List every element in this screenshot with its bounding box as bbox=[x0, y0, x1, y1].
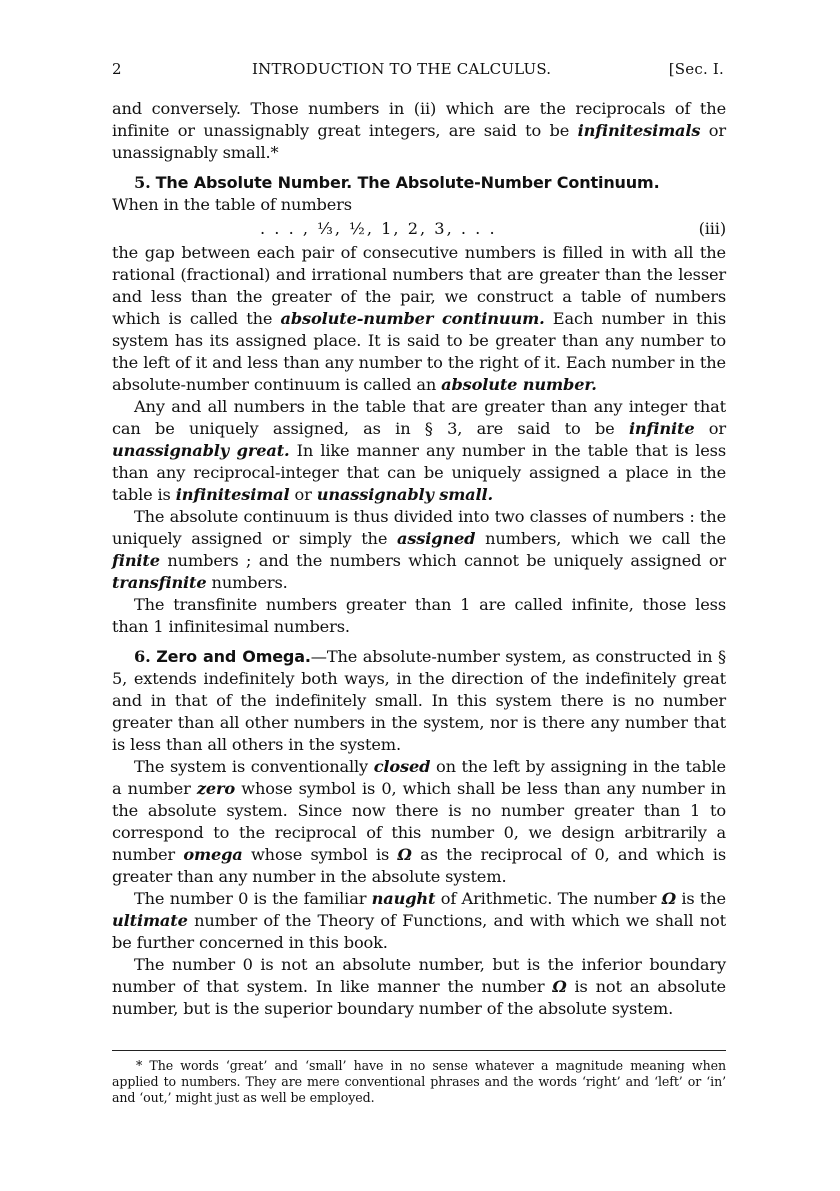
section-6-title: Zero and Omega. bbox=[156, 647, 311, 666]
section-5-para-4: The transfinite numbers greater than 1 are called infinite, those less than 1 infinitesimal numbers. bbox=[112, 595, 726, 636]
section-5-intro: When in the table of numbers bbox=[112, 195, 352, 214]
running-title: INTRODUCTION TO THE CALCULUS. bbox=[252, 60, 552, 78]
running-head bbox=[112, 58, 726, 82]
section-6-number: 6. bbox=[134, 647, 151, 666]
term-infinitesimal: infinitesimal bbox=[175, 485, 290, 504]
omega-symbol: Ω bbox=[397, 845, 412, 864]
term-absolute-number-continuum: absolute-number continuum. bbox=[280, 309, 545, 328]
term-transfinite: transfinite bbox=[112, 573, 207, 592]
footnote-text: * The words ‘great’ and ‘small’ have in no sense whatever a magnitude meaning when applied to numbers. They are mere conventional phrases and the words ‘right’ and ‘left’ or ‘in’ and ‘out,’ might just as well be employed. bbox=[112, 1058, 726, 1105]
series-label: (iii) bbox=[698, 219, 726, 238]
continued-paragraph: and conversely. Those numbers in (ii) which are the reciprocals of the infinite or unassignably great integers, are said to be infinitesimals or unassignably small.* bbox=[112, 99, 726, 162]
footnote-rule bbox=[112, 1050, 726, 1051]
term-zero: zero bbox=[196, 779, 236, 798]
term-naught: naught bbox=[371, 889, 436, 908]
section-5-number: 5. bbox=[134, 173, 151, 192]
section-6-para-4: The number 0 is not an absolute number, but is the inferior boundary number of that system. In like manner the number Ω is not an absolute number, but is the superior boundary number of the absolute system. bbox=[112, 955, 726, 1018]
section-5-para-2: Any and all numbers in the table that are greater than any integer that can be uniquely assigned, as in § 3, are said to be infinite or unassignably great. In like manner any number in the table that is less than any reciprocal-integer that can be uniquely assigned a place in the table is infinitesimal or unassignably small. bbox=[112, 397, 726, 504]
page-number: 2 bbox=[112, 60, 122, 78]
term-absolute-number: absolute number. bbox=[441, 375, 597, 394]
term-closed: closed bbox=[373, 757, 431, 776]
term-infinite: infinite bbox=[628, 419, 695, 438]
footnote bbox=[112, 1058, 726, 1106]
term-infinitesimals: infinitesimals bbox=[577, 121, 701, 140]
term-assigned: assigned bbox=[396, 529, 476, 548]
term-unassignably-small: unassignably small. bbox=[316, 485, 494, 504]
section-5-para-3: The absolute continuum is thus divided into two classes of numbers : the uniquely assigned or simply the assigned numbers, which we call the finite numbers ; and the numbers which cannot be uniquely assigned or transfinite numbers. bbox=[112, 507, 726, 592]
section-marker: [Sec. I. bbox=[668, 60, 724, 78]
page-body bbox=[112, 58, 726, 1020]
term-unassignably-great: unassignably great. bbox=[112, 441, 290, 460]
section-5-title: The Absolute Number. The Absolute-Number Continuum. bbox=[155, 173, 660, 192]
number-series bbox=[112, 218, 726, 242]
section-6-para-1: 6. Zero and Omega.—The absolute-number system, as constructed in § 5, extends indefinitely both ways, in the direction of the indefinitely great and in that of the indefinitely small. In this system there is no number greater than all other numbers in the system, nor is there any number that is less than all others in the system. bbox=[112, 647, 726, 754]
omega-symbol: Ω bbox=[552, 977, 567, 996]
term-finite: finite bbox=[112, 551, 160, 570]
series-values: . . . , ⅓, ½, 1, 2, 3, . . . bbox=[260, 219, 497, 238]
omega-symbol: Ω bbox=[661, 889, 676, 908]
section-6-para-3: The number 0 is the familiar naught of Arithmetic. The number Ω is the ultimate number of the Theory of Functions, and with which we shall not be further concerned in this book. bbox=[112, 889, 726, 952]
section-5-heading bbox=[112, 172, 726, 194]
section-5-para-1: the gap between each pair of consecutive numbers is filled in with all the rational (fractional) and irrational numbers that are greater than the lesser and less than the greater of the pair, we construct a table of numbers which is called the absolute-number continuum. Each number in this system has its assigned place. It is said to be greater than any number to the left of it and less than any number to the right of it. Each number in the absolute-number continuum is called an absolute number. bbox=[112, 243, 726, 394]
term-ultimate: ultimate bbox=[112, 911, 188, 930]
section-6-para-2: The system is conventionally closed on the left by assigning in the table a number zero whose symbol is 0, which shall be less than any number in the absolute system. Since now there is no number greater than 1 to correspond to the reciprocal of this number 0, we design arbitrarily a number omega whose symbol is Ω as the reciprocal of 0, and which is greater than any number in the absolute system. bbox=[112, 757, 726, 886]
term-omega: omega bbox=[183, 845, 243, 864]
